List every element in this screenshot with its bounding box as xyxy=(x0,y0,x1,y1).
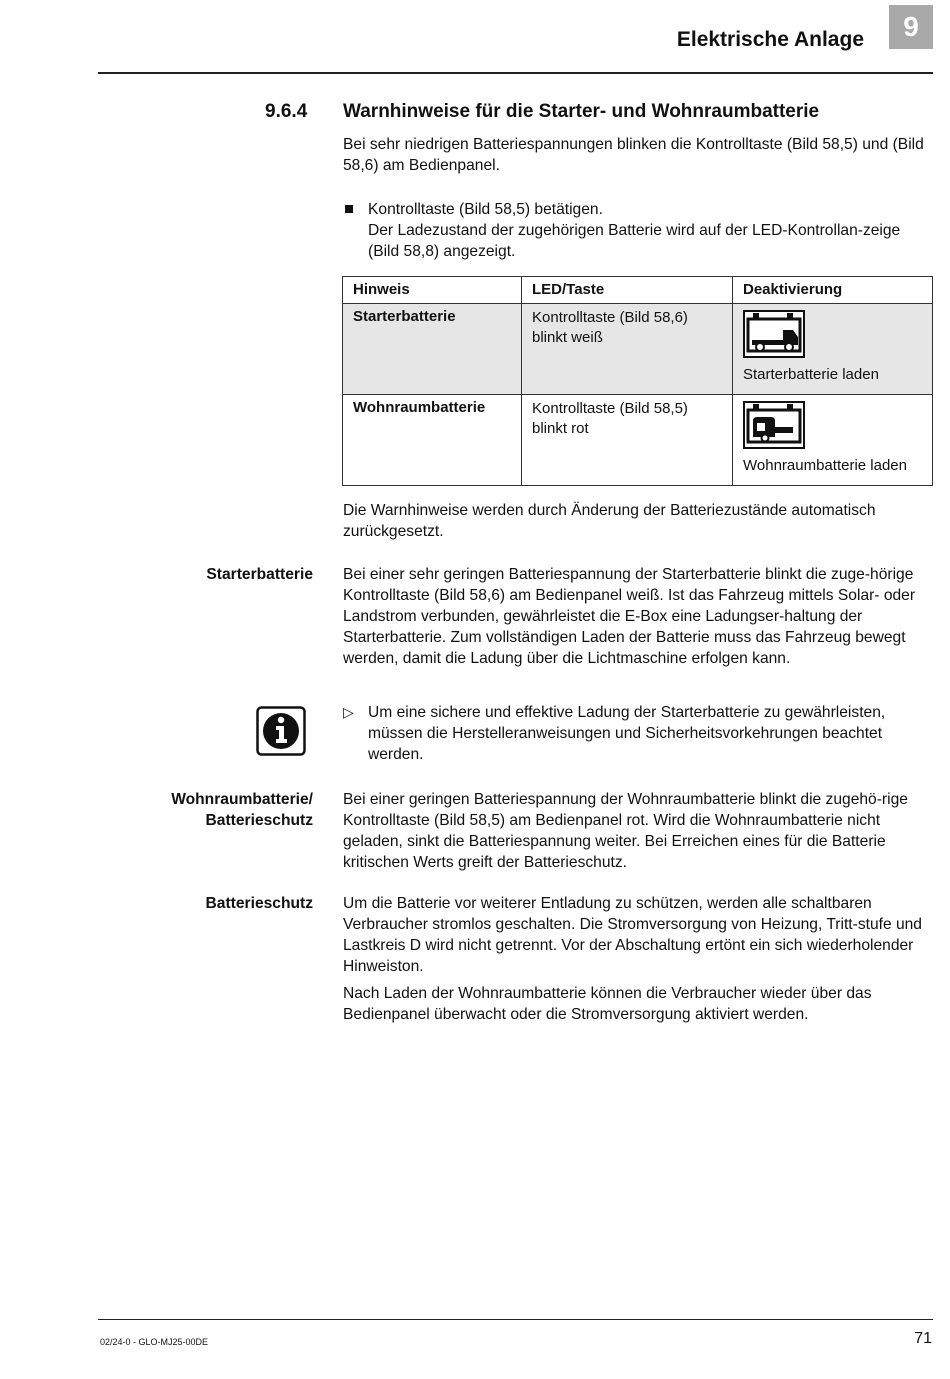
schutz-paragraph-1: Um die Batterie vor weiterer Entladung zu schützen, werden alle schaltbaren Verbraucher stromlos geschalten. Die Stromversorgung von Heizung, Tritt-stufe und Lastkreis D wird nicht getrennt. Vor der Abschaltung ertönt ein sich wiederholender Hinweiston. xyxy=(343,895,922,975)
row-led xyxy=(522,395,733,486)
schutz-paragraph-2: Nach Laden der Wohnraumbatterie können die Verbraucher wieder über das Bedienpanel überwacht oder die Stromversorgung aktiviert werden. xyxy=(343,985,872,1023)
starter-battery-icon xyxy=(743,310,805,358)
table-header-led: LED/Taste xyxy=(522,277,733,304)
intro-paragraph: Bei sehr niedrigen Batteriespannungen blinken die Kontrolltaste (Bild 58,5) und (Bild 58,6) am Bedienpanel. xyxy=(343,136,924,174)
row-deaktivierung xyxy=(733,395,933,486)
starter-note xyxy=(343,702,933,765)
row-deaktivierung-label: Wohnraumbatterie laden xyxy=(743,457,907,474)
starter-note-text: Um eine sichere und effektive Ladung der Starterbatterie zu gewährleisten, müssen die Herstelleranweisungen und Sicherheitsvorkehrungen beachtet werden. xyxy=(368,704,886,763)
table-row xyxy=(343,395,933,486)
footer-rule xyxy=(98,1319,933,1320)
wohnraum-label-line-2: Batterieschutz xyxy=(205,812,313,829)
schutz-side-label: Batterieschutz xyxy=(205,895,313,912)
triangle-bullet-icon: ▷ xyxy=(343,704,354,720)
footer-document-code: 02/24-0 - GLO-MJ25-00DE xyxy=(100,1337,209,1347)
table-header-hinweis: Hinweis xyxy=(343,277,522,304)
action-bullet xyxy=(343,199,933,262)
row-led-line-1: Kontrolltaste (Bild 58,6) xyxy=(532,309,688,326)
table-header-deaktivierung: Deaktivierung xyxy=(733,277,933,304)
after-table-paragraph: Die Warnhinweise werden durch Änderung der Batteriezustände automatisch zurückgesetzt. xyxy=(343,502,876,540)
square-bullet-icon xyxy=(345,205,353,213)
bullet-line-2: Der Ladezustand der zugehörigen Batterie wird auf der LED-Kontrollan-zeige (Bild 58,8) angezeigt. xyxy=(368,222,901,260)
row-deaktivierung xyxy=(733,304,933,395)
section-number: 9.6.4 xyxy=(265,101,308,122)
wohnraum-side-label xyxy=(171,789,313,831)
table-row xyxy=(343,304,933,395)
table-header-row xyxy=(343,277,933,304)
row-hinweis: Wohnraumbatterie xyxy=(343,395,522,486)
info-icon xyxy=(256,706,306,756)
wohnraum-label-line-1: Wohnraumbatterie/ xyxy=(171,791,313,808)
page-number: 71 xyxy=(914,1330,932,1347)
starter-side-label: Starterbatterie xyxy=(206,566,313,583)
section-title: Warnhinweise für die Starter- und Wohnraumbatterie xyxy=(343,101,820,122)
chapter-badge: 9 xyxy=(889,5,933,49)
living-battery-icon xyxy=(743,401,805,449)
row-led xyxy=(522,304,733,395)
bullet-line-1: Kontrolltaste (Bild 58,5) betätigen. xyxy=(368,201,603,218)
row-led-line-2: blinkt rot xyxy=(532,420,589,437)
row-deaktivierung-label: Starterbatterie laden xyxy=(743,366,879,383)
warning-table xyxy=(342,276,933,486)
header-rule xyxy=(98,72,933,74)
page-header-title: Elektrische Anlage xyxy=(676,28,864,51)
row-led-line-1: Kontrolltaste (Bild 58,5) xyxy=(532,400,688,417)
wohnraum-paragraph: Bei einer geringen Batteriespannung der Wohnraumbatterie blinkt die zugehö-rige Kontrolltaste (Bild 58,5) am Bedienpanel rot. Wird die Wohnraumbatterie nicht geladen, sinkt die Batteriespannung weiter. Bei Erreichen eines für die Batterie kritischen Werts greift der Batterieschutz. xyxy=(343,791,908,871)
row-led-line-2: blinkt weiß xyxy=(532,329,603,346)
row-hinweis: Starterbatterie xyxy=(343,304,522,395)
starter-paragraph: Bei einer sehr geringen Batteriespannung der Starterbatterie blinkt die zuge-hörige Kontrolltaste (Bild 58,6) am Bedienpanel weiß. Ist das Fahrzeug mittels Solar- oder Landstrom verbunden, gewährleistet die E-Box eine Ladungser-haltung der Starterbatterie. Zum vollständigen Laden der Batterie muss das Fahrzeug bewegt werden, damit die Ladung über die Lichtmaschine erfolgen kann. xyxy=(343,566,916,667)
